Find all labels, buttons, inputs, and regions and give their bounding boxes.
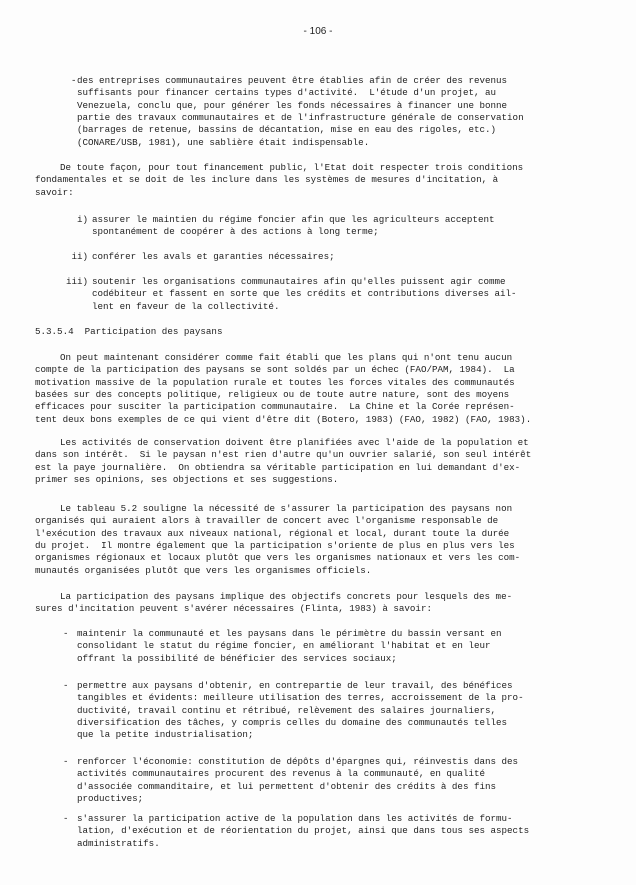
list-item-line: lent en faveur de la collectivité. bbox=[92, 300, 280, 312]
list-dash: - bbox=[63, 628, 69, 639]
list-item-line: des entreprises communautaires peuvent être établies afin de créer des revenus bbox=[77, 75, 508, 86]
paragraph-line: motivation massive de la population rurale et toutes les forces vitales des communautés bbox=[35, 376, 515, 388]
paragraph-line: l'exécution des travaux aux niveaux national, régional et local, durant toute la durée bbox=[35, 527, 510, 539]
paragraph-line: compte de la participation des paysans se sont soldés par un échec (FAO/PAM, 1984). La bbox=[35, 364, 515, 376]
list-dash: - bbox=[63, 756, 69, 767]
paragraph-line: du projet. Il montre également que la participation s'oriente de plus en plus vers les bbox=[35, 539, 515, 551]
list-item-line: renforcer l'économie: constitution de dépôts d'épargnes qui, réinvestis dans des bbox=[77, 756, 519, 767]
list-item-line: conférer les avals et garanties nécessaires; bbox=[92, 251, 335, 262]
paragraph-line: primer ses opinions, ses objections et ses suggestions. bbox=[35, 473, 339, 485]
list-item-line: offrant la possibilité de bénéficier des services sociaux; bbox=[77, 652, 397, 664]
list-item-line: (CONARE/USB, 1981), une sablière était indispensable. bbox=[77, 136, 370, 148]
paragraph-line: organismes régionaux et locaux plutôt que vers les organismes nationaux et vers les com- bbox=[35, 552, 521, 564]
list-item-line: productives; bbox=[77, 792, 144, 804]
paragraph-line: La participation des paysans implique des objectifs concrets pour lesquels des me- bbox=[60, 591, 513, 602]
paragraph-line: sures d'incitation peuvent s'avérer nécessaires (Flinta, 1983) à savoir: bbox=[35, 603, 432, 615]
list-item-line: s'assurer la participation active de la population dans les activités de formu- bbox=[77, 813, 513, 824]
list-item-line: d'associée commanditaire, et lui permettent d'obtenir des crédits à des fins bbox=[77, 780, 497, 792]
paragraph-line: est la paye journalière. On obtiendra sa véritable participation en lui demandant d'ex- bbox=[35, 461, 521, 473]
list-item-line: spontanément de coopérer à des actions à long terme; bbox=[92, 226, 379, 238]
list-item-line: soutenir les organisations communautaires afin qu'elles puissent agir comme bbox=[92, 276, 506, 287]
list-item-line: codébiteur et fassent en sorte que les crédits et contributions diverses ail- bbox=[92, 288, 517, 300]
paragraph-line: tent deux bons exemples de ce qui vient d'être dit (Botero, 1983) (FAO, 1982) (FAO, 1983). bbox=[35, 413, 532, 425]
list-item-line: (barrages de retenue, bassins de décantation, mise en eau des rigoles, etc.) bbox=[77, 124, 497, 136]
list-item-line: diversification des tâches, y compris celles du domaine des communautés telles bbox=[77, 716, 508, 728]
list-item-line: administratifs. bbox=[77, 837, 160, 849]
list-item-line: ductivité, travail continu et rétribué, relèvement des salaires journaliers, bbox=[77, 704, 497, 716]
paragraph-line: Le tableau 5.2 souligne la nécessité de s'assurer la participation des paysans non bbox=[60, 503, 513, 514]
paragraph-line: munautés organisées plutôt que vers les organismes officiels. bbox=[35, 564, 372, 576]
page-number: - 106 - bbox=[303, 26, 333, 37]
list-dash: - bbox=[63, 680, 69, 691]
list-item-line: consolidant le statut du régime foncier, en améliorant l'habitat et en leur bbox=[77, 640, 491, 652]
list-numeral: ii) bbox=[71, 251, 88, 262]
list-dash: - bbox=[63, 813, 69, 824]
paragraph-line: On peut maintenant considérer comme fait établi que les plans qui n'ont tenu aucun bbox=[60, 352, 513, 363]
list-item-line: maintenir la communauté et les paysans dans le périmètre du bassin versant en bbox=[77, 628, 502, 639]
list-item-line: lation, d'exécution et de réorientation du projet, ainsi que dans tous ses aspects bbox=[77, 825, 530, 837]
paragraph-line: organisés qui auraient alors à travailler de concert avec l'organisme responsable de bbox=[35, 515, 499, 527]
section-heading: 5.3.5.4 Participation des paysans bbox=[35, 326, 223, 337]
paragraph-line: Les activités de conservation doivent être planifiées avec l'aide de la population et bbox=[60, 437, 529, 448]
list-item-line: partie des travaux communautaires et de l'infrastructure générale de conservation bbox=[77, 111, 524, 123]
list-item-line: suffisants pour financer certains types d'activité. L'étude d'un projet, au bbox=[77, 87, 497, 99]
list-numeral: i) bbox=[76, 214, 88, 225]
paragraph-line: efficaces pour susciter la participation communautaire. La Chine et la Corée représen- bbox=[35, 401, 515, 413]
paragraph-line: basées sur des concepts politique, religieux ou de toute autre nature, sont des moyens bbox=[35, 388, 510, 400]
list-item-line: que la petite industrialisation; bbox=[77, 729, 254, 741]
list-item-line: tangibles et évidents: meilleure utilisation des terres, accroissement de la pro- bbox=[77, 692, 524, 704]
paragraph-line: savoir: bbox=[35, 186, 74, 198]
list-numeral: iii) bbox=[65, 276, 88, 287]
paragraph-line: dans son intérêt. Si le paysan n'est rien d'autre qu'un ouvrier salarié, son seul intérêt bbox=[35, 449, 532, 461]
paragraph-line: fondamentales et se doit de les inclure dans les systèmes de mesures d'incitation, à bbox=[35, 174, 499, 186]
paragraph-line: De toute façon, pour tout financement public, l'Etat doit respecter trois conditions bbox=[60, 162, 524, 173]
list-item-line: permettre aux paysans d'obtenir, en contrepartie de leur travail, des bénéfices bbox=[77, 680, 513, 691]
list-item-line: activités communautaires procurent des revenus à la communauté, en qualité bbox=[77, 768, 485, 780]
list-dash: - bbox=[71, 75, 77, 86]
list-item-line: Venezuela, conclu que, pour générer les fonds nécessaires à financer une bonne bbox=[77, 99, 508, 111]
list-item-line: assurer le maintien du régime foncier afin que les agriculteurs acceptent bbox=[92, 214, 495, 225]
